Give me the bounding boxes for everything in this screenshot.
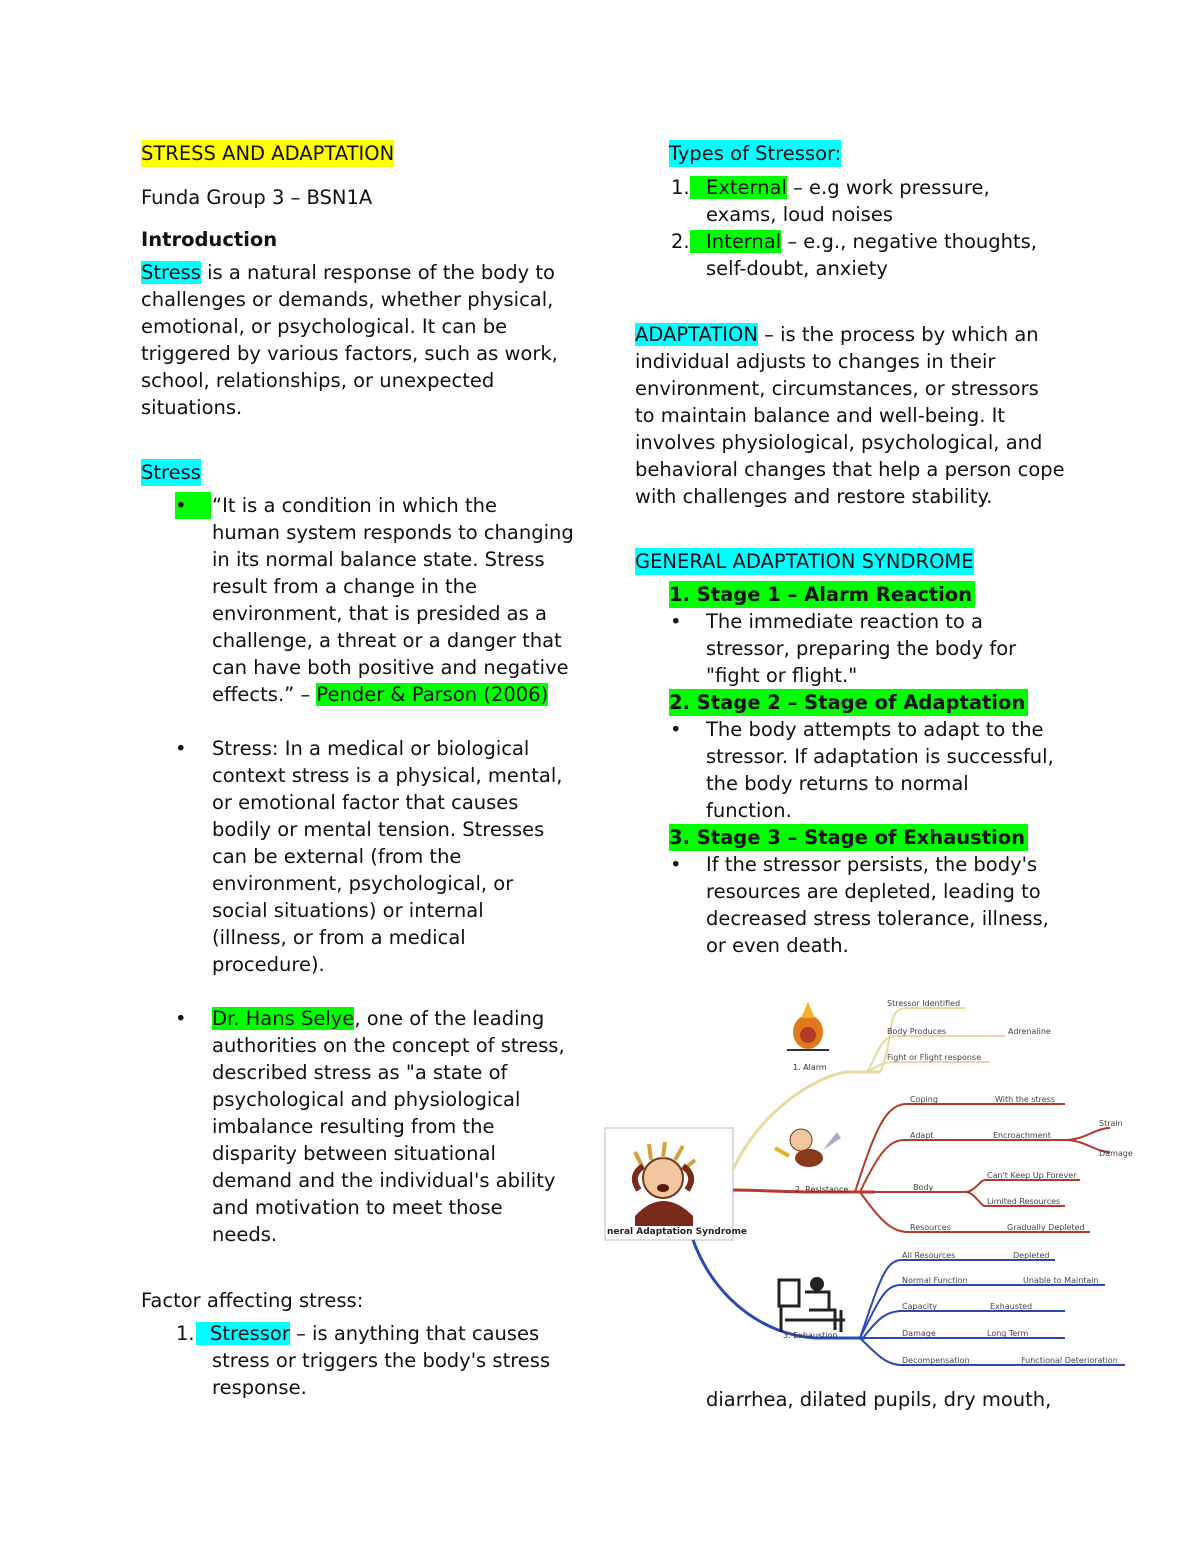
factor-heading: Factor affecting stress:: [141, 1289, 364, 1312]
quote-line: result from a change in the: [212, 575, 478, 598]
resistance-sub: Encroachment: [993, 1131, 1051, 1140]
stage-line: or even death.: [706, 934, 849, 957]
stage-line: resources are depleted, leading to: [706, 880, 1041, 903]
exhaustion-item: Capacity: [902, 1302, 937, 1311]
selye-name: Dr. Hans Selye: [212, 1007, 355, 1030]
alarm-item: Body Produces: [887, 1027, 947, 1036]
quote-line: effects.” –: [212, 683, 311, 706]
resistance-sub: Gradually Depleted: [1007, 1223, 1085, 1232]
stress-heading: Stress: [141, 461, 201, 484]
resistance-sub: Can't Keep Up Forever: [987, 1171, 1077, 1180]
adaptation-line: environment, circumstances, or stressors: [635, 377, 1039, 400]
selye-line: demand and the individual's ability: [212, 1169, 556, 1192]
exhaustion-sub: Exhausted: [990, 1302, 1033, 1311]
resistance-label: 2. Resistance: [795, 1185, 849, 1194]
adaptation-line: involves physiological, psychological, and: [635, 431, 1043, 454]
stage-line: The body attempts to adapt to the: [706, 718, 1044, 741]
type-line: self-doubt, anxiety: [706, 257, 888, 280]
medical-line: social situations) or internal: [212, 899, 484, 922]
adaptation-line: behavioral changes that help a person cope: [635, 458, 1065, 481]
resistance-item: Coping: [910, 1095, 938, 1104]
center-label: neral Adaptation Syndrome: [607, 1227, 747, 1237]
stage-line: If the stressor persists, the body's: [706, 853, 1038, 876]
stage-title: 3. Stage 3 – Stage of Exhaustion: [669, 824, 1028, 851]
stage-title: 2. Stage 2 – Stage of Adaptation: [669, 689, 1028, 716]
doc-title: STRESS AND ADAPTATION: [141, 142, 395, 165]
exhaustion-item: Decompensation: [902, 1356, 970, 1365]
bullet-marker: •: [175, 1007, 187, 1030]
alarm-item: Stressor Identified: [887, 999, 961, 1008]
exhaustion-sub: Unable to Maintain: [1023, 1276, 1099, 1285]
stage-line: stressor. If adaptation is successful,: [706, 745, 1054, 768]
selye-line: , one of the leading: [354, 1007, 545, 1030]
types-heading: Types of Stressor:: [669, 142, 842, 165]
alarm-item: Fight or Flight response: [887, 1053, 982, 1062]
resistance-sub: Limited Resources: [987, 1197, 1061, 1206]
bullet-marker: •: [670, 718, 682, 741]
medical-line: (illness, or from a medical: [212, 926, 466, 949]
medical-line: bodily or mental tension. Stresses: [212, 818, 545, 841]
adaptation-term: ADAPTATION: [635, 323, 758, 346]
exhaustion-sub: Depleted: [1013, 1251, 1050, 1260]
exhaustion-label: 3. Exhaustion: [783, 1331, 838, 1340]
selye-line: described stress as "a state of: [212, 1061, 508, 1084]
adaptation-line: with challenges and restore stability.: [635, 485, 993, 508]
resistance-sub: With the stress: [995, 1095, 1056, 1104]
stage-title: 1. Stage 1 – Alarm Reaction: [669, 581, 975, 608]
type-term: Internal: [690, 230, 781, 253]
intro-term: Stress: [141, 261, 201, 284]
intro-line: triggered by various factors, such as work,: [141, 342, 558, 365]
factor-term: Stressor: [196, 1322, 290, 1345]
factor-number: 1.: [176, 1322, 195, 1345]
stage-line: stressor, preparing the body for: [706, 637, 1017, 660]
intro-line: is a natural response of the body to: [200, 261, 555, 284]
quote-line: “It is a condition in which the: [212, 494, 497, 517]
alarm-icon: [787, 1002, 829, 1050]
exhaustion-icon: [779, 1277, 845, 1332]
adaptation-line: to maintain balance and well-being. It: [635, 404, 1006, 427]
medical-line: can be external (from the: [212, 845, 462, 868]
gas-mindmap-image: [605, 980, 1133, 1390]
resistance-item: Resources: [910, 1223, 951, 1232]
quote-line: human system responds to changing: [212, 521, 574, 544]
resistance-sub: Damage: [1099, 1149, 1133, 1158]
medical-line: or emotional factor that causes: [212, 791, 519, 814]
factor-line: – is anything that causes: [289, 1322, 540, 1345]
exhaustion-item: Normal Function: [902, 1276, 968, 1285]
medical-line: Stress: In a medical or biological: [212, 737, 530, 760]
selye-line: disparity between situational: [212, 1142, 496, 1165]
intro-line: emotional, or psychological. It can be: [141, 315, 508, 338]
type-line: exams, loud noises: [706, 203, 894, 226]
mindmap-svg: [605, 980, 1133, 1390]
quote-source: Pender & Parson (2006): [316, 683, 549, 706]
adaptation-line: individual adjusts to changes in their: [635, 350, 996, 373]
quote-line: challenge, a threat or a danger that: [212, 629, 562, 652]
stage-line: "fight or flight.": [706, 664, 858, 687]
type-line: – e.g., negative thoughts,: [781, 230, 1037, 253]
stage-line: decreased stress tolerance, illness,: [706, 907, 1049, 930]
resistance-icon: [775, 1129, 841, 1167]
exhaustion-sub: Functional Deterioration: [1021, 1356, 1118, 1365]
alarm-label: 1. Alarm: [793, 1063, 827, 1072]
intro-heading: Introduction: [141, 228, 278, 251]
type-term: External: [690, 176, 787, 199]
quote-line: environment, that is presided as a: [212, 602, 547, 625]
type-number: 1.: [671, 176, 690, 199]
selye-line: authorities on the concept of stress,: [212, 1034, 565, 1057]
bullet-marker: •: [670, 610, 682, 633]
stage-line: function.: [706, 799, 792, 822]
intro-line: challenges or demands, whether physical,: [141, 288, 554, 311]
bullet-marker: •: [175, 492, 211, 519]
type-line: – e.g work pressure,: [786, 176, 990, 199]
type-number: 2.: [671, 230, 690, 253]
stage-line: The immediate reaction to a: [706, 610, 983, 633]
resistance-sub: Strain: [1099, 1119, 1123, 1128]
gas-heading: GENERAL ADAPTATION SYNDROME: [635, 550, 974, 573]
medical-line: procedure).: [212, 953, 325, 976]
group-label: Funda Group 3 – BSN1A: [141, 186, 373, 209]
medical-line: environment, psychological, or: [212, 872, 514, 895]
bullet-marker: •: [670, 853, 682, 876]
stage-line: the body returns to normal: [706, 772, 969, 795]
factor-line: response.: [212, 1376, 307, 1399]
selye-line: and motivation to meet those: [212, 1196, 503, 1219]
medical-line: context stress is a physical, mental,: [212, 764, 563, 787]
resistance-item: Adapt: [910, 1131, 934, 1140]
exhaustion-sub: Long Term: [987, 1329, 1029, 1338]
intro-line: situations.: [141, 396, 243, 419]
selye-line: imbalance resulting from the: [212, 1115, 495, 1138]
quote-line: can have both positive and negative: [212, 656, 569, 679]
selye-line: needs.: [212, 1223, 278, 1246]
intro-line: school, relationships, or unexpected: [141, 369, 495, 392]
alarm-sub: Adrenaline: [1008, 1027, 1051, 1036]
factor-line: stress or triggers the body's stress: [212, 1349, 551, 1372]
trailing-line: diarrhea, dilated pupils, dry mouth,: [706, 1388, 1052, 1411]
exhaustion-item: All Resources: [902, 1251, 956, 1260]
selye-line: psychological and physiological: [212, 1088, 521, 1111]
resistance-item: Body: [913, 1183, 934, 1192]
adaptation-line: – is the process by which an: [757, 323, 1039, 346]
bullet-marker: •: [175, 737, 187, 760]
quote-line: in its normal balance state. Stress: [212, 548, 545, 571]
exhaustion-item: Damage: [902, 1329, 936, 1338]
